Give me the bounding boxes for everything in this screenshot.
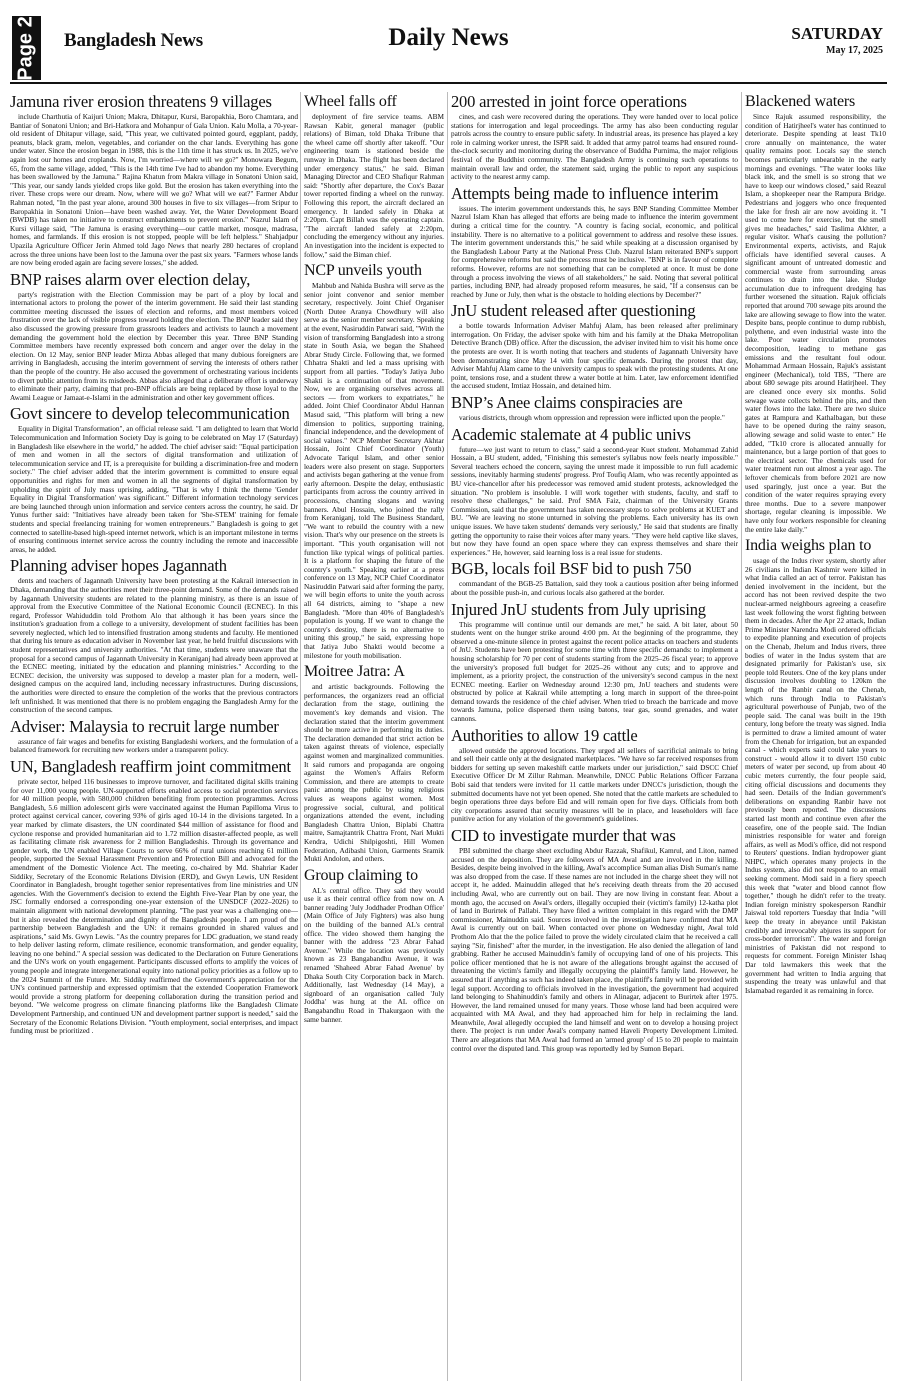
article-body: and artistic backgrounds. Following the performances, the organizers read an official declaration from the stage, outlining the movement's key demands and vision. The declaration stated that the interim government should be more active in performing its duties. The declaration demanded that strict action be taken against threats of violence, especially against women and marginalized communities. It said rumors and propaganda are ongoing against the Women's Affairs Reform Commission, and there are attempts to create panic among the public by using religious values as weapons against women. Most progressive social, cultural, and political organizations attended the event, including Bangladesh Chattra Union, Biplabi Chattra maitre, Samajtantrik Chattra Front, Nari Mukti Kendra, Udichi Shilpigoshti, Hill Women Federation, Adibashi Union, Garments Sramik Mukti Andolon, and others.	[304, 682, 444, 864]
newspaper-name: Bangladesh News	[64, 30, 203, 51]
article-planning-adviser	[10, 557, 298, 715]
issue-day: SATURDAY	[791, 24, 883, 43]
page-number-label: Page 2	[15, 15, 38, 81]
headline: CID to investigate murder that was	[451, 826, 676, 845]
headline: Moitree Jatra: A	[304, 663, 405, 681]
headline: BGB, locals foil BSF bid to push 750	[451, 559, 692, 579]
article-body: usage of the Indus river system, shortly after 26 civilians in Indian Kashmir were killed in what India called an act of terror. Pakistan has denied involvement in the incident, but the accord has not been revived despite the two nuclear-armed neighbours agreeing a ceasefire last week following the worst fighting between them in decades. After the Apr 22 attack, Indian Prime Minister Narendra Modi ordered officials to expedite planning and execution of projects on the Chenab, Jhelum and Indus rivers, three bodies of water in the Indus system that are designated primarily for Pakistan's use, six people told Reuters. One of the key plans under discussion involves doubling to 120km the length of the Ranbir canal on the Chenab, which runs through India to Pakistan's agricultural powerhouse of Punjab, two of the people said. The canal was built in the 19th century, long before the treaty was signed. India is permitted to draw a limited amount of water from the Chenab for irrigation, but an expanded canal - which experts said could take years to construct - would allow it to divert 150 cubic meters of water per second, up from about 40 cubic meters currently, the four people said, citing official discussions and documents they had seen. Details of the Indian government's deliberations on expanding Ranbir have not previously been reported. The discussions started last month and continue even after the ceasefire, one of the people said. The Indian ministries responsible for water and foreign affairs, as well as Modi's office, did not respond to Reuters' questions. Indian hydropower giant NHPC, which operates many projects in the Indus system, also did not respond to an email seeking comment. Modi said in a fiery speech this week that "water and blood cannot flow together," though he didn't refer to the treaty. Indian foreign ministry spokesperson Randhir Jaiswal told reporters Tuesday that India "will keep the treaty in abeyance until Pakistan credibly and irrevocably abjures its support for cross-border terrorism". The water and foreign ministries of Pakistan did not respond to requests for comment. Foreign Minister Ishaq Dar told lawmakers this week that the government had written to India arguing that suspending the treaty was unlawful and that Islamabad regarded it as remaining in force.	[745, 556, 886, 995]
article-body: a bottle towards Information Adviser Mahfuj Alam, has been released after preliminary interrogation. On Friday, the adviser spoke with him and his family at the Dhaka Metropolitan Detective Branch (DB) office. After the discussion, the adviser invited him to visit his home once the protests are over. It is worth noting that teachers and students of Jagannath University have been demonstrating since May 14 with four specific demands. During the protest that day, Adviser Mahfuj Alam came to the university campus to speak with the protesting students. At one point, tensions rose, and a student threw a water bottle at him. Later, law enforcement identified the accused student, Imtiaz Hossain, and detained him.	[451, 321, 738, 391]
column-divider	[741, 92, 742, 1381]
article-jnu-student-released	[451, 302, 738, 391]
article-body: include Charthutia of Kaijuri Union; Makra, Dhitapur, Kursi, Baropakhia, Boro Chamtara, and Bantiar of Sonatoni Union; and Bri-Hatkora and Mohanpur of Gala Union. Kalu Molla, a 70-year-old resident of Dhitapur village, said, "This year, we cultivated pointed gourd, eggplant, paddy, peanuts, black gram, melon, vegetables, and coriander on the char lands. Everything has gone under water. Since the erosion began in 1988, this is the 11th time it has struck us. In 2025, we've again lost our homes and croplands. Now, I'm worried—where will we go?" Monowara Begum, 65, from the same village, added, "This is the 14th time I've had to abandon my home. Everything has been swallowed by the Jamuna." Rajina Khatun from Makra village in Sonatoni Union said, "This year, our sandy lands yielded crops like gold. But the erosion has taken everything into the river. These crops were our dream. Now, where will we go? What will we eat?" Farmer Abdur Rahman noted, "In the past year alone, around 300 houses in five to six villages—from Sripur to Baropakhia in Sonatoni Union—have been washed away. Yet, the Water Development Board (BWDB) has taken no initiative to construct embankments to prevent erosion." Nazrul Islam of Kursi village said, "The Jamuna is erasing everything—our cattle market, mosque, madrasa, homes, and farmlands. If this erosion is not stopped, people will be left helpless." Shahjadpur Upazila Agriculture Officer Jerin Ahmed told Jago News that nearly 280 hectares of cropland across the three unions have been lost to the Jamuna over the past six years. "Farmers whose lands are now being eroded again are facing severe losses," she added.	[10, 112, 298, 268]
headline: Planning adviser hopes Jagannath	[10, 556, 227, 576]
article-body: allowed outside the approved locations. They urged all sellers of sacrificial animals to bring and sell their cattle only at the designated marketplaces. "We have so far received responses from bidders for setting up seven makeshift cattle markets under our jurisdiction," said DSCC Chief Executive Officer Dr M Zillur Rahman. Meanwhile, DNCC Public Relations Officer Farzana Bobi said that tenders were invited for 11 cattle markets under DNCC's jurisdiction, though the submitted documents have not yet been opened. She noted that the cattle markets are scheduled to begin operations three days before Eid and will remain open for five days. Officials from both city corporations assured that security measures will be in place, and leaseholders will face punitive action for any violation of the government's guidelines.	[451, 745, 738, 824]
article-ncp-youth	[304, 262, 444, 660]
column-1	[10, 90, 298, 1383]
article-body: Since Rajuk assumed responsibility, the condition of Hatirjheel's water has continued to deteriorate. Despite spending at least Tk10 crore annually on maintenance, the water quality remains poor. Locals say the stench becomes particularly unbearable in the early mornings and evenings. "The water looks like black ink, and the smell is so strong that we have to keep our windows closed," said Reazul Islam, a shopkeeper near the Rampura Bridge. Pedestrians and joggers who once frequented the lake for fresh air are now avoiding it. "I used to come here for exercise, but the smell gives me headaches," said Taslima Akhter, a regular visitor. What's causing the pollution? Environmental experts, activists, and Rajuk officials have identified several causes. A significant amount of untreated domestic and commercial waste from surrounding areas continues to drain into the lake. Sludge accumulation due to infrequent dredging has further worsened the situation. Rajuk officials reported that around 700 sewage pits around the lake are allowing sewage to flow into the water. Despite bans, people continue to dump rubbish, polythene, and even industrial waste into the lake. Poor water circulation promotes decomposition, leading to methane gas emissions and the resultant foul odour. Mohammad Armaan Hossain, Rajuk's assistant engineer (Mechanical), told TBS, "There are about 680 sewage pits around Hatirjheel. They are cleaned once every six months. Solid sewage waste collects behind the pits, and then water flows into the lake. There are two sluice gates at Rampura and Kathalbagan, but these have to be opened during the rainy season, allowing sewage and solid waste to enter." He added, "Tk10 crore is allocated annually for maintenance, but a large portion of that goes to the electrical sector. The chemicals used for water treatment run out almost a year ago. The leftover chemicals from before 2021 are now used sparingly, just once a year. But the condition of the water requires spraying every three months. Due to a severe manpower shortage, regular cleaning is impossible. We have only four workers responsible for cleaning the entire lake daily."	[745, 112, 886, 534]
headline: UN, Bangladesh reaffirm joint commitment	[10, 757, 291, 776]
article-body: AL's central office. They said they would use it as their central office from now on. A banner reading 'July Joddhader Prodhan Office' (Main Office of July Fighters) was also hung on the building of the banned AL's central office. The video showed them hanging the banner with the address "23 Abrar Fahad Avenue." While the location was previously known as 23 Bangabandhu Avenue, it was renamed 'Shaheed Abrar Fahad Avenue' by Dhaka South City Corporation back in March. Additionally, last Wednesday (14 May), a signboard of an organisation called 'July Joddha' was hung at the AL office on Bangabandhu Road in Thakurgaon with the same banner.	[304, 885, 444, 1024]
article-200-arrested	[451, 93, 738, 182]
headline: Jamuna river erosion threatens 9 villages	[10, 92, 272, 111]
headline: Group claiming to	[304, 866, 418, 884]
article-un-bangladesh	[10, 758, 298, 1036]
headline: Wheel falls off	[304, 93, 397, 110]
article-body: private sector, helped 116 businesses to improve turnover, and facilitated digital skills training for over 11,000 young people. UN-supported efforts enabled access to social protection services for 40 million people, with 580,000 children benefiting from protection programmes. Across Bangladesh, 5.6 million adolescent girls were vaccinated against the Human Papilloma Virus to protect against cervical cancer, covering 93% of girls aged 10-14 in the divisions targeted. In a year marked by climate disasters, the UN coordinated $44 million of assistance for flood and cyclone response and provided humanitarian aid to 1.72 million disaster-affected people, as well as facilitating climate risk awareness for 2 million Bangladeshis. Through its governance and gender work, the UN enabled Village Courts to serve 66% of rural unions reaching 61 million people, supported the Sexual Harassment Prevention and Protection Bill and advocated for the amendment of the Domestic Violence Act. The meeting, co-chaired by Md. Shahriar Kader Siddiky, Secretary of the Economic Relations Division (ERD), and Gwyn Lewis, UN Resident Coordinator in Bangladesh, brought together senior representatives from line ministries and UN agencies. With the Government's decision to extend the Eighth Five-Year Plan by one year, the JSC formally endorsed a corresponding one-year extension of the UNSDCF (2022–2026) to maintain alignment with national development planning. "The past year was a challenging one—but it also revealed the determination and dignity of the Bangladeshi people. I am proud of the partnership between Bangladesh and the UN: it remains grounded in shared values and aspirations," said Ms. Gwyn Lewis. "As the country prepares for LDC graduation, we stand ready to help deliver lasting reform, climate resilience, economic transformation, and gender equality, leaving no one behind." A special session was dedicated to the Declaration on Future Generations and the UN's work on youth engagement. Participants discussed efforts to amplify the voices of young people and integrate intergenerational equity into national policy priorities as a follow up to the 2024 Summit of the Future. Mr. Siddiky reaffirmed the Government's appreciation for the UN's continued partnership and expressed optimism that the extended Cooperation Framework would provide a strong platform for deepening collaboration during the transition period and beyond. "We welcome progress on climate financing platforms like the Bangladesh Climate Development Partnership, and continued UN and development partner support is needed," said the Secretary of the Economic Relations Division. "Youth employment, social enterprises, and impact funding must be prioritized .	[10, 777, 298, 1036]
headline: Govt sincere to develop telecommunication	[10, 404, 290, 424]
article-body: cines, and cash were recovered during the operations. They were handed over to local police stations for interrogation and legal proceedings. The army has also been conducting regular patrols across the country to ensure public safety. In industrial areas, its presence has played a key role in calming worker unrest, the ISPR said. It added that army patrol teams had ensured round-the-clock security and monitoring during the observance of Buddha Purnima, the major religious festival of the Buddhist community. The Bangladesh Army is continuing such operations to maintain overall law and order, the statement said, urging the public to report any suspicious activity to the nearest army camp.	[451, 112, 738, 182]
article-blackened-waters	[745, 93, 886, 534]
article-body: future—we just want to return to class," said a second-year Kuet student. Mohammad Zahid Hossain, a BU student, added, "Finishing this semester's syllabus now feels nearly impossible." Several teachers echoed the concern, saying the unrest made it impossible to run full academic sessions, inevitably harming students' progress. Prof Toufiq Alam, who was recently appointed as BU vice-chancellor after his predecessor was removed amid student protests, acknowledged the situation. "No problem is insoluble. I will work together with students, faculty, and staff to resolve these challenges," he said. Prof SMA Faiz, chairman of the University Grants Commission, said that the government has taken necessary steps to solve problems at KUET and BU. "We are leaving no stone unturned in solving the problems. Each university has its own unique issues. We have taken students' demands very seriously," He said that students are finally getting the opportunity to raise their voices after many years. "They were held captive like slaves, but now they have found an open space where they can express themselves and share their experiences." He, however, said learning loss is a real issue for students.	[451, 444, 738, 557]
column-4	[745, 90, 886, 1383]
article-body: PBI submitted the charge sheet excluding Abdur Razzak, Shafikul, Kamrul, and Liton, named accused on the deposition. They are followers of MA Awal and are involved in the killing. Besides, despite being involved in the killing, Awal's accomplice Suman alias Dish Suman's name was also dropped from the case. If these names are not included in the charge sheet they will not accept it, he added. Mainuddin alleged that he's receiving death threats from the 20 accused including Awal, who are currently out on bail. They are now living in constant fear. About a month ago, the accused on Awal's orders, illegally occupied their (victim's family) 12-katha plot of land in Burirtek of Pallabi. They have filed a written complaint in this regard with the DMP commissioner, Mainuddin said. Sources involved in the investigation have confirmed that MA Awal is currently out on bail. When contacted over phone on Wednesday night, Awal told Prothom Alo that the the police failed to prove the widely circulated claim that he received a call saying "Sir, finished" after the murder, in the investigation. He also denied the allegation of land grabbing. Rather he accused Mainuddin's family of occupying land of one of his projects. This police officer mentioned that he is not aware of the allegations brought against the accused of threatening the victim's family and illegally occupying the plaintiff's family land. However, he assured that if anything as such has indeed taken place, the plaintiff's family will be provided with legal support. According to officials involved in the investigation, the government had acquired land belonging to Shahinuddin's family and others in Alinagar, adjacent to Burirtek after 1975. However, the land remained unused for many years. Those whose land had been acquired were acquainted with MA Awal, and they had approached him for help in reclaiming the land. Meanwhile, Awal allegedly occupied the land himself and went on to develop a housing project there. The project is run under Awal's company named Haveli Property Development Limited. There are allegations that MA Awal had formed an 'armed group' of 15 to 20 people to maintain control over the disputed land. This group was reportedly led by Sumon Bepari.	[451, 846, 738, 1053]
article-body: party's registration with the Election Commission may be part of a ploy by local and international actors to prolong the power of the interim government. He said their last standing committee meeting discussed the issues of election and reforms, and most members voiced frustration over the lack of visible progress toward holding the election. The BNP leader said they also discussed the growing pressure from grassroots leaders and activists to launch a movement demanding the government hold the election by December this year. Three BNP Standing Committee members have recently expressed both concern and anger over the delay in the election. On 12 May, senior BNP leader Mirza Abbas alleged that many dubious foreigners are arriving in Bangladesh, accusing the interim government of serving the interests of others rather than the people of the country. He also accused the government of orchestrating various incidents to divert public attention from its misdeeds. Abbas also alleged that a deliberate effort is underway to eliminate their party, claiming that pro-BNP officials are being replaced by those loyal to the Awami League or Jamaat-e-Islami in the administration and other key government offices.	[10, 289, 298, 402]
column-divider	[447, 92, 448, 1381]
article-govt-telecom	[10, 405, 298, 554]
article-academic-stalemate	[451, 426, 738, 558]
headline: Authorities to allow 19 cattle	[451, 725, 638, 745]
article-body: This programme will continue until our demands are met," he said. A bit later, about 50 students went on the hunger strike around 4:00 pm. At the beginning of the programme, they observed a one-minute silence in protest against the recent police attacks on teachers and students of JnU. Students have been protesting for some time with three specific demands: to implement a housing scholarship for 70 per cent of students starting from the 2025–26 fiscal year; to approve the university's proposed full budget for 2025–26 without any cuts; and to approve and implement, as a priority project, the construction of the university's second campus in the next ECNEC meeting. Earlier on Wednesday around 12:30 pm, JnU teachers and students were obstructed by police at Kakrail while attempting a long march in support of the three-point demand towards the residence of the chief adviser. When tried to breach the barricade and move towards Jamuna, police dispersed them using batons, tear gas, sound grenades, and water cannons.	[451, 619, 738, 724]
column-2	[304, 90, 444, 1383]
headline: Blackened waters	[745, 93, 856, 110]
headline: Attempts being made to influence interim	[451, 183, 719, 203]
column-divider	[300, 92, 301, 1381]
headline: BNP’s Anee claims conspiracies are	[451, 393, 683, 413]
article-anee-conspiracies	[451, 394, 738, 423]
section-title: Daily News	[388, 24, 509, 51]
masthead-rule	[10, 82, 887, 84]
article-india-weighs-plan	[745, 537, 886, 995]
article-moitree-jatra	[304, 663, 444, 863]
article-body: deployment of fire service teams. ABM Rawsan Kabir, general manager (public relations) of Biman, told Dhaka Tribune that the wheel came off shortly after takeoff. "Our engineering team is stationed beside the runway in Dhaka. The flight has been declared under emergency status," he said. Biman Managing Director and CEO Shafiqur Rahman said: "Shortly after departure, the Cox's Bazar tower reported finding a wheel on the runway. Following this report, the aircraft declared an emergency. It landed safely in Dhaka at 2:20pm. Capt Billah was the operating captain. "The aircraft landed safely at 2:20pm, concluding the emergency without any injuries. An investigation into the incident is expected to follow," said the Biman chief.	[304, 112, 444, 259]
article-bgb-bsf	[451, 560, 738, 597]
headline: NCP unveils youth	[304, 262, 422, 280]
headline: 200 arrested in joint force operations	[451, 92, 687, 111]
headline: Academic stalemate at 4 public univs	[451, 424, 691, 444]
article-body: dents and teachers of Jagannath University have been protesting at the Kakrail intersection in Dhaka, demanding that the authorities meet their three-point demand. Some of the demands raised by Jagannath University students are related to the planning ministry, as there is an issue of approval from the Executive Committee of the National Economic Council (ECNEC). In this regard, Professor Wahiduddin told Prothom Alo that although it has been years since the institution's graduation from a college to a university, development of student facilities has been severely neglected, which led to intensified frustration among students and faculty. He mentioned that during his tenure as education adviser in November last year, he held fruitful discussions with student representatives and university authorities. "At that time, students were unaware that the proposal for a second campus of Jagannath University in Keraniganj had already been approved at the ECNEC meeting, initiated by the education and planning ministries." According to the ECNEC decision, the university was supposed to develop a master plan for a modern, well-designed campus on the acquired land, including necessary infrastructures. During discussions, the authorities were directed to ensure the completion of the works that the previous contractors left unfinished. It was mentioned that there is no problem engaging the Bangladesh Army for the construction of the second campus.	[10, 576, 298, 715]
headline: India weighs plan to	[745, 537, 872, 555]
masthead	[0, 0, 897, 86]
issue-date: May 17, 2025	[826, 45, 883, 56]
headline: BNP raises alarm over election delay,	[10, 269, 251, 289]
headline: Injured JnU students from July uprising	[451, 599, 706, 619]
headline: JnU student released after questioning	[451, 301, 696, 321]
article-group-claiming	[304, 867, 444, 1025]
article-cid-murder	[451, 827, 738, 1053]
article-body: Mahbub and Nahida Bushra will serve as the senior joint convenor and senior member secretary, respectively. Joint Chief Organiser (North Dutee Aranya Chowdhury will also serve as the senior member secretary. Speaking at the event, Nasiruddin Patwari said, "With the vision of transforming Bangladesh into a strong state in South Asia, we began the Shaheed Abrar Study Circle. Following that, we formed Chhatra Shakti and led a mass uprising with support from all parties. "Today's Jatiya Jubo Shakti is a continuation of that movement. Now, we are organising ourselves across all sectors — from workers to expatriates," he added. Joint Chief Coordinator Abdul Hannan Masud said, "This platform will bring a new dimension to politics, supporting training, financial independence, and the development of social values." NCP Member Secretary Akhtar Hossain, Joint Chief Coordinator (Youth) Advocate Tariqul Islam, and other senior leaders were also present on stage. Supporters and activists began gathering at the venue from early afternoon. Despite the delay, enthusiastic participants from across the country arrived in processions, chanting slogans and waving banners. Abul Hossain, who joined the rally from Keraniganj, told The Business Standard, "We want to rebuild the country with a new vision. That's why our presence on the streets is important. "This youth organisation will not function like typical wings of political parties. It is a platform for shaping the future of the country's youth." Speaking earlier at a press conference on 13 May, NCP Chief Coordinator Nasiruddin Patwari said after forming the party, we will begin efforts to unite the youth across all 64 districts, aiming to "shape a new Bangladesh. "More than 40% of Bangladesh's population is young. If we want to change the country's destiny, there is no alternative to uniting this group," he said, expressing hope that Jatiya Jubo Shakti would become a milestone for youth mobilisation.	[304, 281, 444, 660]
column-3	[451, 90, 738, 1383]
article-wheel-falls-off	[304, 93, 444, 259]
article-body: assurance of fair wages and benefits for existing Bangladeshi workers, and the formulation of a balanced framework for recruiting new workers under a transparent policy.	[10, 736, 298, 755]
article-influence-interim	[451, 185, 738, 300]
article-body: Equality in Digital Transformation", an official release said. "I am delighted to learn that World Telecommunication and Information Society Day is going to be celebrated on May 17 (Saturday) in Bangladesh like elsewhere in the world," he added. The chief adviser said: "Equal participation of men and women in all the sectors of digital transformation and utilization of telecommunication service and IT, is a prerequisite for building a discrimination-free and modern society." The chief adviser added that the interim government is committed to ensure equal opportunities and rights for men and women in all the segments of digital transformation by upholding the spirit of July mass uprising, adding, "That is why I think the theme 'Gender Equality in Digital Transformation' was significant." Different information technology services are being launched through union information and service centers across the country, he said. Dr Yunus further said: "Initiatives have already been taken for 'She-STEM' training for female students and special freelancing training for women entrepreneurs." Bangladesh is going to get connected to satellite-based high-speed internet network, which is an important milestone in terms of ensuring continuous internet service across the country including the remote and inaccessible areas, he added.	[10, 424, 298, 554]
article-malaysia-recruit	[10, 718, 298, 755]
article-bnp-election-delay	[10, 271, 298, 403]
article-injured-jnu	[451, 601, 738, 724]
article-body: commandant of the BGB-25 Battalion, said they took a cautious position after being informed about the possible push-in, and curious locals also gathered at the border.	[451, 579, 738, 597]
article-body: various districts, through whom oppression and repression were inflicted upon the people."	[459, 413, 725, 423]
article-cattle-markets	[451, 727, 738, 824]
article-jamuna-erosion	[10, 93, 298, 268]
article-body: issues. The interim government understands this, he says BNP Standing Committee Member Nazrul Islam Khan has alleged that efforts are being made to influence the interim government during a critical time for the country. "A country is facing social, economic, and political instability. There is no alternative to a political government to address and resolve these issues. The interim government understands this," he said while speaking at a discussion organised by the Bangladesh Labour Party at the National Press Club. Nazrul Islam reiterated BNP's support for comprehensive reforms but said the process must be inclusive. "BNP is in favour of complete reforms. However, reforms are not something that can be completed at once. It must be done through a process involving the views of all stakeholders," he said. Noting that several political parties, including BNP, had already proposed reform measures, he said, "If a consensus can be reached by June or July, then what is the obstacle to holding elections by December?"	[451, 203, 738, 299]
headline: Adviser: Malaysia to recruit large number	[10, 716, 279, 736]
